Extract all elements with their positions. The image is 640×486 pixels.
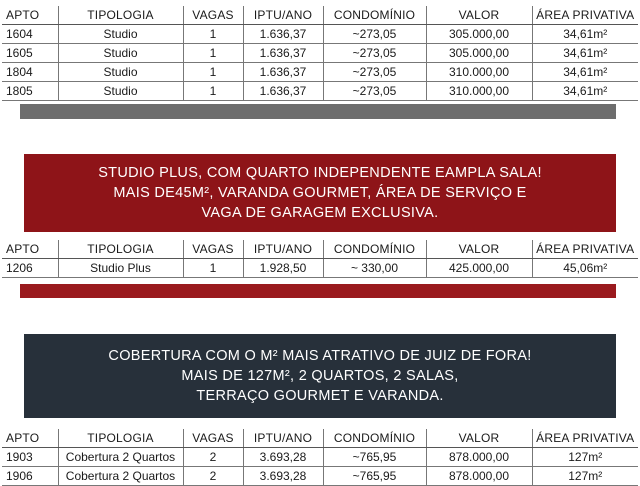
cell-area: 34,61m²: [532, 63, 638, 82]
header-tipologia: TIPOLOGIA: [58, 6, 183, 25]
cell-apto: 1206: [2, 259, 58, 278]
cell-apto: 1805: [2, 82, 58, 101]
header-vagas: VAGAS: [183, 240, 243, 259]
header-area: ÁREA PRIVATIVA: [532, 6, 638, 25]
cell-vagas: 1: [183, 25, 243, 44]
cell-iptu: 1.928,50: [243, 259, 323, 278]
cell-apto: 1804: [2, 63, 58, 82]
header-iptu: IPTU/ANO: [243, 429, 323, 448]
header-tipologia: TIPOLOGIA: [58, 429, 183, 448]
banner-line: MAIS DE 127M², 2 QUARTOS, 2 SALAS,: [181, 368, 459, 384]
banner-line: VAGA DE GARAGEM EXCLUSIVA.: [201, 205, 439, 221]
cell-iptu: 3.693,28: [243, 467, 323, 486]
units-table-studio-plus: [2, 240, 638, 278]
cell-area: 34,61m²: [532, 44, 638, 63]
cell-valor: 305.000,00: [426, 25, 532, 44]
header-condominio: CONDOMÍNIO: [323, 6, 426, 25]
cell-tipologia: Studio: [58, 82, 183, 101]
table-row: [2, 25, 638, 44]
header-valor: VALOR: [426, 6, 532, 25]
header-condominio: CONDOMÍNIO: [323, 429, 426, 448]
cell-tipologia: Studio: [58, 63, 183, 82]
cell-area: 34,61m²: [532, 82, 638, 101]
header-valor: VALOR: [426, 429, 532, 448]
banner-line: TERRAÇO GOURMET E VARANDA.: [196, 388, 444, 404]
cell-area: 45,06m²: [532, 259, 638, 278]
cell-tipologia: Studio: [58, 25, 183, 44]
banner-line: MAIS DE45M², VARANDA GOURMET, ÁREA DE SERVIÇO E: [113, 185, 527, 201]
header-valor: VALOR: [426, 240, 532, 259]
cell-condominio: ~273,05: [323, 82, 426, 101]
header-area: ÁREA PRIVATIVA: [532, 429, 638, 448]
cell-condominio: ~273,05: [323, 25, 426, 44]
cell-area: 34,61m²: [532, 25, 638, 44]
cell-apto: 1903: [2, 448, 58, 467]
cell-vagas: 1: [183, 63, 243, 82]
header-area: ÁREA PRIVATIVA: [532, 240, 638, 259]
cell-valor: 305.000,00: [426, 44, 532, 63]
cell-condominio: ~ 330,00: [323, 259, 426, 278]
header-tipologia: TIPOLOGIA: [58, 240, 183, 259]
cell-iptu: 1.636,37: [243, 82, 323, 101]
gray-divider-bar: [20, 104, 616, 119]
header-vagas: VAGAS: [183, 429, 243, 448]
header-vagas: VAGAS: [183, 6, 243, 25]
cell-apto: 1906: [2, 467, 58, 486]
cell-iptu: 1.636,37: [243, 44, 323, 63]
units-table-studio: [2, 6, 638, 101]
cell-valor: 878.000,00: [426, 467, 532, 486]
header-iptu: IPTU/ANO: [243, 240, 323, 259]
cobertura-banner: [24, 334, 616, 418]
cell-vagas: 2: [183, 467, 243, 486]
table-header-row: [2, 429, 638, 448]
studio-plus-banner: [24, 154, 616, 232]
cell-tipologia: Studio: [58, 44, 183, 63]
cell-condominio: ~273,05: [323, 44, 426, 63]
cell-vagas: 1: [183, 82, 243, 101]
table-row: [2, 82, 638, 101]
header-apto: APTO: [2, 240, 58, 259]
cell-condominio: ~273,05: [323, 63, 426, 82]
cell-tipologia: Cobertura 2 Quartos: [58, 448, 183, 467]
table-row: [2, 467, 638, 486]
table-row: [2, 63, 638, 82]
cell-tipologia: Studio Plus: [58, 259, 183, 278]
cell-apto: 1604: [2, 25, 58, 44]
cell-valor: 310.000,00: [426, 82, 532, 101]
cell-iptu: 1.636,37: [243, 63, 323, 82]
banner-line: COBERTURA COM O M² MAIS ATRATIVO DE JUIZ DE FORA!: [108, 348, 532, 364]
cell-vagas: 1: [183, 259, 243, 278]
cell-condominio: ~765,95: [323, 467, 426, 486]
header-iptu: IPTU/ANO: [243, 6, 323, 25]
header-apto: APTO: [2, 6, 58, 25]
cell-valor: 878.000,00: [426, 448, 532, 467]
cell-vagas: 2: [183, 448, 243, 467]
table-header-row: [2, 6, 638, 25]
cell-area: 127m²: [532, 448, 638, 467]
banner-line: STUDIO PLUS, COM QUARTO INDEPENDENTE EAMPLA SALA!: [98, 165, 542, 181]
header-apto: APTO: [2, 429, 58, 448]
table-row: [2, 44, 638, 63]
header-condominio: CONDOMÍNIO: [323, 240, 426, 259]
cell-iptu: 1.636,37: [243, 25, 323, 44]
cell-apto: 1605: [2, 44, 58, 63]
units-table-cobertura: [2, 429, 638, 486]
table-header-row: [2, 240, 638, 259]
table-row: [2, 259, 638, 278]
cell-valor: 310.000,00: [426, 63, 532, 82]
red-divider-bar: [20, 284, 616, 298]
table-row: [2, 448, 638, 467]
cell-area: 127m²: [532, 467, 638, 486]
cell-condominio: ~765,95: [323, 448, 426, 467]
cell-tipologia: Cobertura 2 Quartos: [58, 467, 183, 486]
cell-iptu: 3.693,28: [243, 448, 323, 467]
cell-vagas: 1: [183, 44, 243, 63]
cell-valor: 425.000,00: [426, 259, 532, 278]
